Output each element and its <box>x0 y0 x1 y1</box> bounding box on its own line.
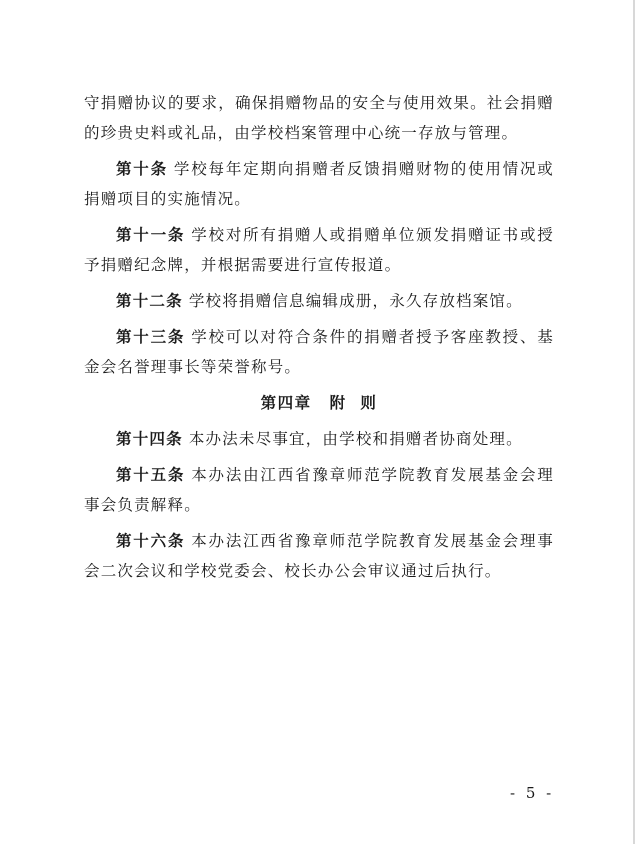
article-text: 本办法江西省豫章师范学院教育发展基金会理事会二次会议和学校党委会、校长办公会审议通过后执行。 <box>84 532 554 580</box>
article-text: 本办法未尽事宜，由学校和捐赠者协商处理。 <box>188 430 523 448</box>
article-number: 第十四条 <box>116 430 183 448</box>
article-11 <box>84 220 554 280</box>
article-text: 学校可以对符合条件的捐赠者授予客座教授、基金会名誉理事长等荣誉称号。 <box>84 328 554 376</box>
article-14 <box>84 424 554 454</box>
continuation-paragraph: 守捐赠协议的要求，确保捐赠物品的安全与使用效果。社会捐赠的珍贵史料或礼品，由学校档案管理中心统一存放与管理。 <box>84 94 554 142</box>
article-number: 第十三条 <box>116 328 186 346</box>
article-13 <box>84 322 554 382</box>
article-number: 第十二条 <box>116 292 183 310</box>
page-number: - 5 - <box>510 784 555 802</box>
article-text: 学校将捐赠信息编辑成册，永久存放档案馆。 <box>188 292 523 310</box>
article-text: 学校每年定期向捐赠者反馈捐赠财物的使用情况或捐赠项目的实施情况。 <box>84 160 554 208</box>
chapter-title: 附 则 <box>329 394 378 412</box>
article-number: 第十五条 <box>116 466 186 484</box>
article-number: 第十六条 <box>116 532 186 550</box>
document-body <box>84 88 554 592</box>
article-number: 第十一条 <box>116 226 186 244</box>
article-16 <box>84 526 554 586</box>
chapter-number: 第四章 <box>260 394 312 412</box>
chapter-heading <box>84 388 554 418</box>
article-text: 本办法由江西省豫章师范学院教育发展基金会理事会负责解释。 <box>84 466 554 514</box>
article-15 <box>84 460 554 520</box>
article-10 <box>84 154 554 214</box>
article-text: 学校对所有捐赠人或捐赠单位颁发捐赠证书或授予捐赠纪念牌，并根据需要进行宣传报道。 <box>84 226 554 274</box>
article-12 <box>84 286 554 316</box>
article-number: 第十条 <box>116 160 168 178</box>
